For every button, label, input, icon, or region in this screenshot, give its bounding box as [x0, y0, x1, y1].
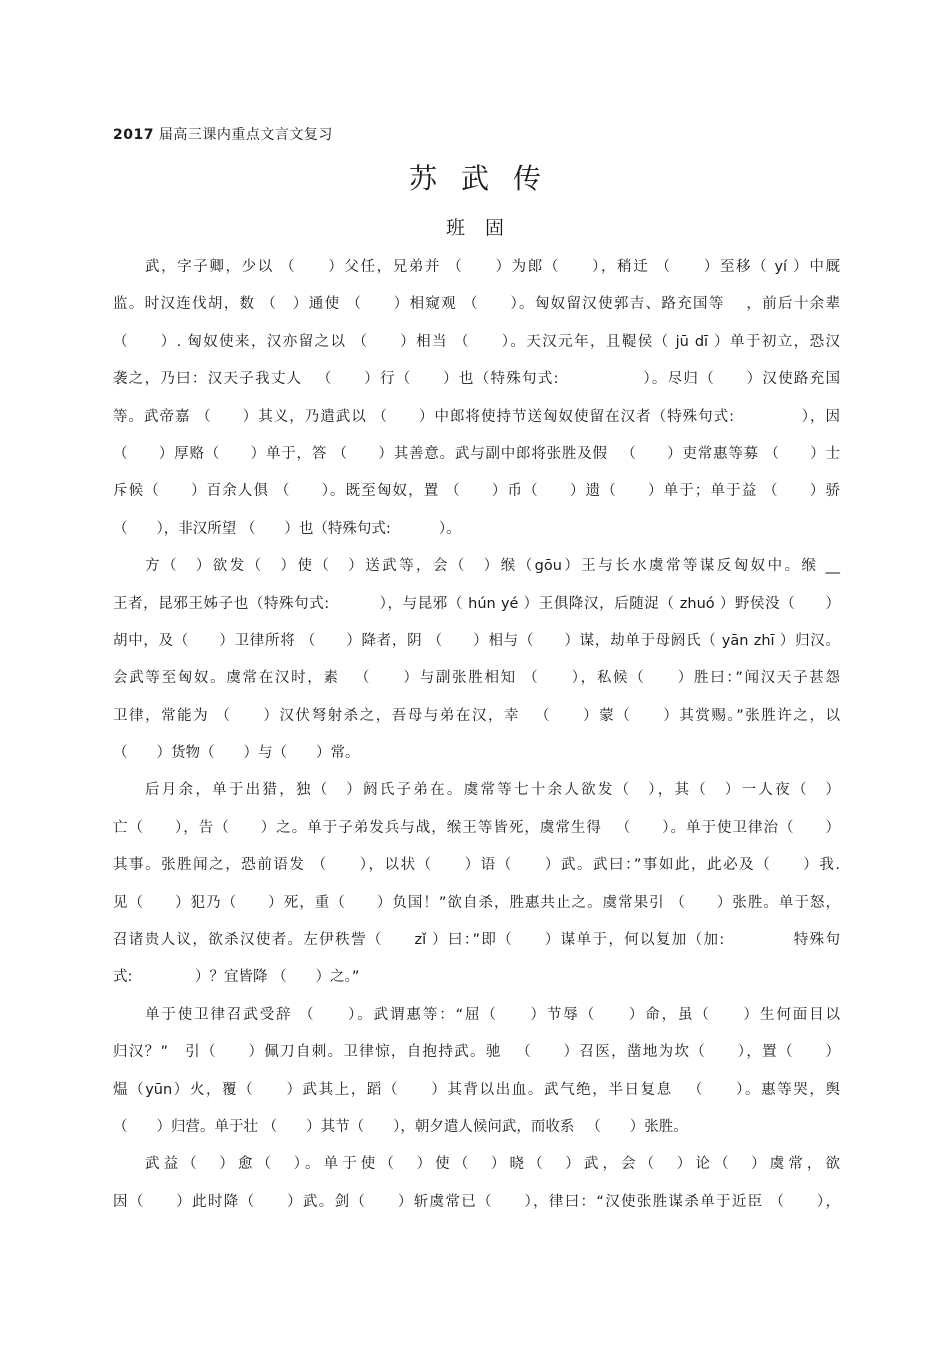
header-text: 届高三课内重点文言文复习 — [153, 127, 333, 143]
text-line: （ ）厚赂（ ）单于，答 （ ）其善意。武与副中郎将张胜及假 （ ）吏常惠等募 （ ）士 — [113, 445, 840, 462]
text-line: （ ）货物（ ）与（ ）常。 — [113, 745, 360, 762]
text-line: 后月余，单于出猎，独（ ）阏氏子弟在。虞常等七十余人欲发（ ），其（ ）一人夜（ ） — [145, 782, 840, 799]
article-body — [113, 249, 840, 1221]
text-line: （ ），非汉所望 （ ）也（特殊句式: ）。 — [113, 520, 461, 537]
text-line: 斥候（ ）百余人俱 （ ）。既至匈奴，置 （ ）币（ ）遗（ ）单于；单于益 （ ）骄 — [113, 483, 840, 500]
header-year: 2017 — [113, 127, 154, 143]
text-line: 袭之，乃曰：汉天子我丈人 （ ）行（ ）也（特殊句式: ）。尽归（ ）汉使路充国 — [113, 371, 840, 388]
text-line: 式: ）？宜皆降 （ ）之。” — [113, 969, 360, 986]
text-line: （ ）. 匈奴使来，汉亦留之以 （ ）相当 （ ）。天汉元年，且鞮侯（ jū dī ）单于初立，恐汉 — [113, 333, 840, 350]
text-line: 方（ ）欲发（ ）使（ ）送武等，会（ ）缑（gōu）王与长水虞常等谋反匈奴中。缑 __ — [145, 558, 840, 575]
article-author: 班固 — [445, 217, 524, 239]
text-line: 见（ ）犯乃（ ）死，重（ ）负国！”欲自杀，胜惠共止之。虞常果引 （ ）张胜。单于怒， — [113, 894, 840, 911]
text-line: 归汉？” 引（ ）佩刀自刺。卫律惊，自抱持武。驰 （ ）召医，凿地为坎（ ），置（ ） — [113, 1044, 840, 1061]
text-line: 卫律，常能为 （ ）汉伏弩射杀之，吾母与弟在汉，幸 （ ）蒙（ ）其赏赐。”张胜许之，以 — [113, 707, 840, 724]
text-line: （ ）归营。单于壮 （ ）其节（ ），朝夕遣人候问武，而收系 （ ）张胜。 — [113, 1118, 688, 1135]
text-line: 其事。张胜闻之，恐前语发 （ ），以状（ ）语（ ）武。武曰：”事如此，此必及（ ）我. — [113, 857, 840, 874]
text-line: 武，字子卿，少以 （ ）父任，兄弟并 （ ）为郎（ ），稍迁 （ ）至移（ yí ）中厩 — [145, 259, 840, 275]
text-line: 等。武帝嘉 （ ）其义，乃遣武以 （ ）中郎将使持节送匈奴使留在汉者（特殊句式: ），因 — [113, 408, 840, 425]
text-line: 监。时汉连伐胡，数 （ ）通使 （ ）相窥观 （ ）。匈奴留汉使郭吉、路充国等 ，前后十余辈 — [113, 296, 840, 313]
text-line: 煴（yūn）火，覆（ ）武其上，蹈（ ）其背以出血。武气绝，半日复息 （ ）。惠等哭，舆 — [113, 1081, 840, 1098]
document-header — [113, 124, 333, 144]
article-title: 苏武传 — [408, 162, 565, 195]
text-line: 武益（ ）愈（ ）。单于使（ ）使（ ）晓（ ）武，会（ ）论（ ）虞常，欲 — [145, 1156, 840, 1173]
text-line: 会武等至匈奴。虞常在汉时，素 （ ）与副张胜相知 （ ），私候（ ）胜曰：”闻汉天子甚怨 — [113, 670, 840, 687]
text-line: 王者，昆邪王姊子也（特殊句式: ），与昆邪（ hún yé ）王俱降汉，后随浞（ zhuó ）野侯没（ ） — [113, 595, 840, 612]
text-line: 亡（ ），告（ ）之。单于子弟发兵与战，缑王等皆死，虞常生得 （ ）。单于使卫律治（ ） — [113, 819, 840, 836]
text-line: 因（ ）此时降（ ）武。剑（ ）斩虞常已（ ），律曰：“汉使张胜谋杀单于近臣 （ ）， — [113, 1193, 840, 1210]
text-line: 召诸贵人议，欲杀汉使者。左伊秩訾（ zǐ ）曰：”即（ ）谋单于，何以复加（加: 特殊句 — [113, 932, 840, 949]
text-line: 单于使卫律召武受辞 （ ）。武谓惠等：“屈（ ）节辱（ ）命，虽（ ）生何面目以 — [145, 1006, 840, 1023]
text-line: 胡中，及（ ）卫律所将 （ ）降者，阴 （ ）相与（ ）谋，劫单于母阏氏（ yān zhī ）归汉。 — [113, 632, 840, 649]
